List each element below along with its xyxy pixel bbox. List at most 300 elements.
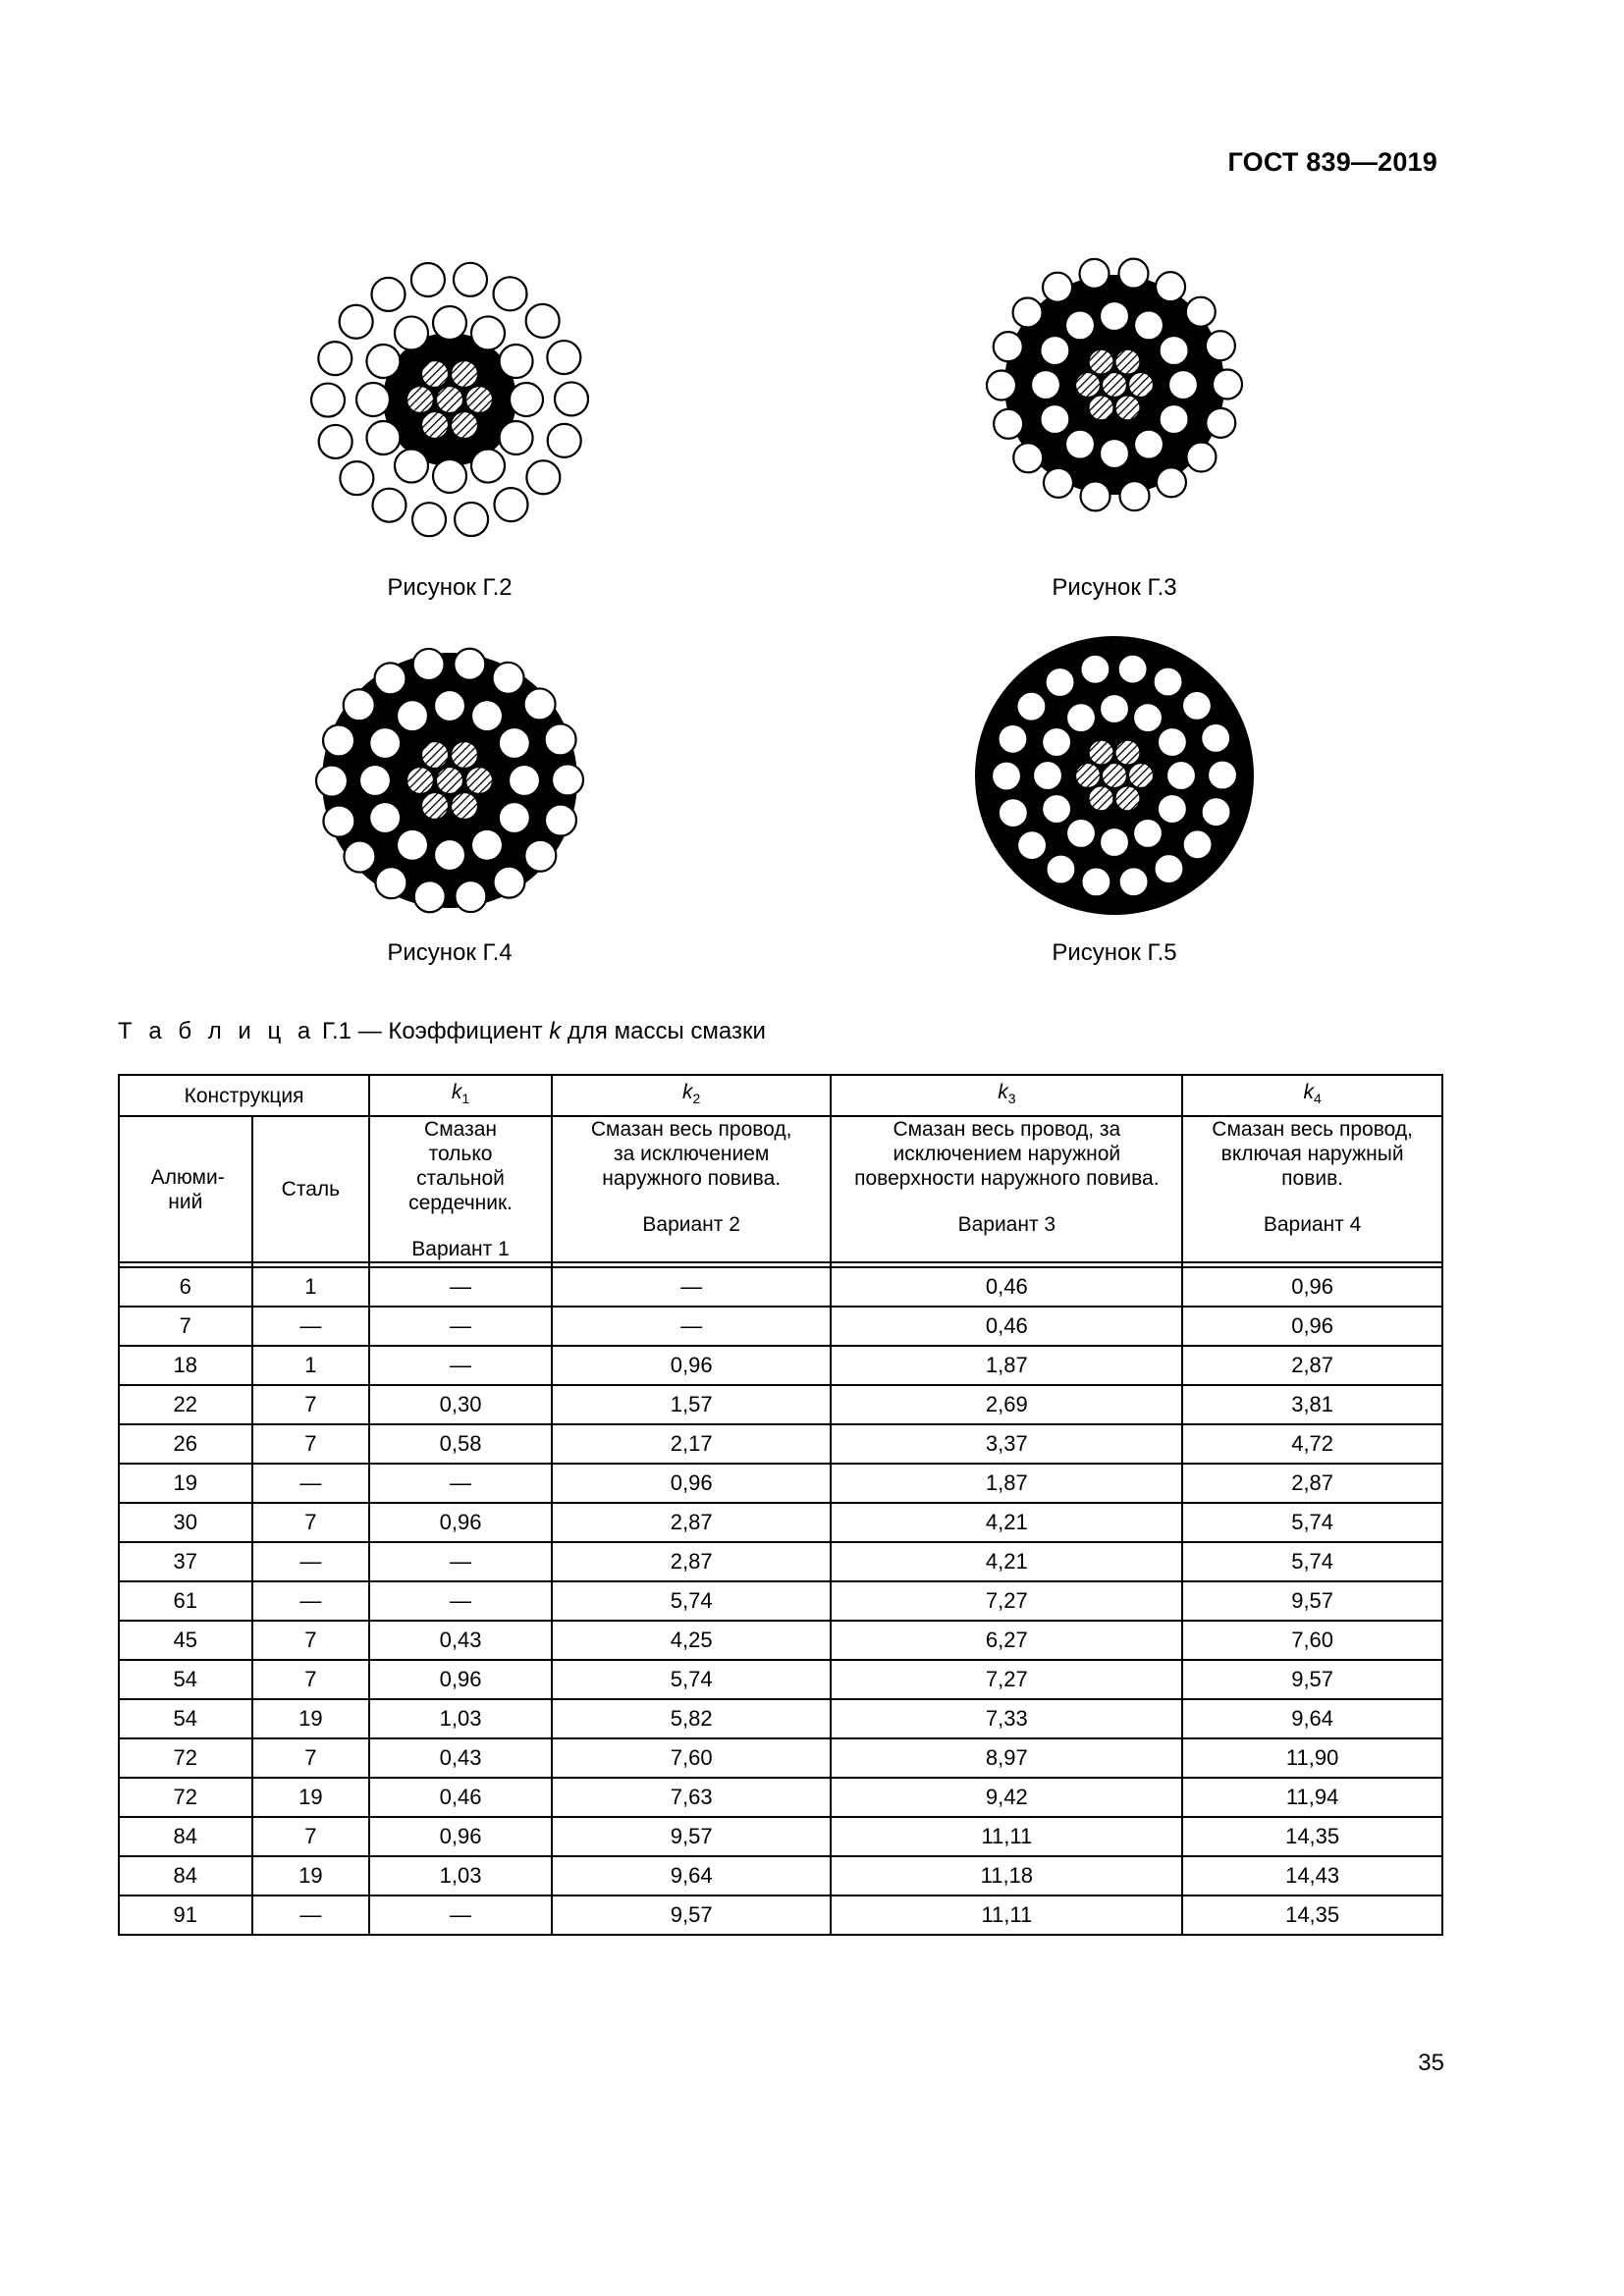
cell-k2: 7,63: [552, 1778, 832, 1817]
cell-steel: 1: [252, 1267, 370, 1307]
aluminum-wire: [1160, 404, 1189, 434]
cell-aluminum: 84: [119, 1817, 252, 1856]
lubricant-coefficient-table: [118, 1074, 1443, 1936]
k-symbol: k: [451, 1080, 462, 1103]
k-symbol: k: [998, 1080, 1008, 1103]
cable-cross-section-g4: [302, 633, 597, 928]
aluminum-wire: [1134, 430, 1164, 459]
k-symbol: k: [1303, 1080, 1314, 1103]
aluminum-wire: [1044, 468, 1073, 498]
aluminum-wire: [1158, 794, 1187, 824]
table-title: [118, 1018, 766, 1045]
cell-aluminum: 22: [119, 1385, 252, 1424]
cell-k4: 9,64: [1182, 1699, 1442, 1738]
aluminum-wire: [1040, 404, 1069, 434]
aluminum-wire: [1042, 794, 1071, 824]
aluminum-wire: [1154, 667, 1183, 696]
cell-k1: —: [369, 1581, 552, 1621]
aluminum-wire: [1080, 655, 1110, 684]
k-subscript: 2: [692, 1091, 701, 1107]
aluminum-wire: [454, 649, 485, 680]
cell-aluminum: 19: [119, 1464, 252, 1503]
table-row: [119, 1621, 1442, 1660]
aluminum-wire: [994, 409, 1023, 439]
aluminum-wire: [369, 727, 401, 759]
col-k3: [831, 1075, 1182, 1116]
variant-1-description: Смазан только стальной сердечник.: [408, 1118, 513, 1214]
table-row: [119, 1896, 1442, 1935]
aluminum-wire: [1201, 723, 1230, 753]
cell-aluminum: 61: [119, 1581, 252, 1621]
aluminum-wire: [471, 316, 505, 349]
steel-wire: [1115, 349, 1141, 375]
cell-k1: 0,96: [369, 1660, 552, 1699]
figure-g2: [293, 242, 607, 557]
steel-wire: [465, 386, 493, 413]
aluminum-wire: [434, 839, 465, 871]
table-title-label: Т а б л и ц а: [118, 1018, 316, 1044]
aluminum-wire: [411, 263, 445, 296]
aluminum-wire: [500, 421, 533, 454]
steel-wire: [451, 411, 478, 439]
cell-aluminum: 54: [119, 1660, 252, 1699]
steel-wire: [451, 741, 478, 769]
cell-k1: 0,58: [369, 1424, 552, 1464]
cell-steel: 7: [252, 1660, 370, 1699]
aluminum-wire: [510, 383, 543, 416]
table-row: [119, 1817, 1442, 1856]
steel-wire: [1075, 372, 1101, 398]
aluminum-wire: [552, 764, 583, 795]
cell-k3: 2,69: [831, 1385, 1182, 1424]
cell-k1: 0,46: [369, 1778, 552, 1817]
variant-4-description: Смазан весь провод, включая наружный повив.: [1212, 1118, 1413, 1190]
aluminum-wire: [1081, 867, 1110, 896]
cell-aluminum: 84: [119, 1856, 252, 1896]
table-header-row: [119, 1075, 1442, 1116]
cell-k1: —: [369, 1346, 552, 1385]
aluminum-wire: [1166, 761, 1196, 790]
aluminum-wire: [1081, 481, 1110, 510]
aluminum-wire: [500, 345, 533, 378]
aluminum-wire: [1118, 259, 1148, 289]
cell-k2: 5,82: [552, 1699, 832, 1738]
cell-k3: 1,87: [831, 1464, 1182, 1503]
table-row: [119, 1503, 1442, 1542]
cable-cross-section-g2: [293, 242, 607, 557]
table-row: [119, 1660, 1442, 1699]
cell-k1: —: [369, 1307, 552, 1346]
aluminum-wire: [318, 342, 352, 375]
aluminum-wire: [1202, 797, 1231, 827]
cell-k1: 1,03: [369, 1699, 552, 1738]
aluminum-wire: [999, 798, 1028, 828]
aluminum-wire: [494, 277, 527, 310]
cell-aluminum: 45: [119, 1621, 252, 1660]
aluminum-wire: [414, 881, 446, 912]
aluminum-wire: [323, 724, 354, 756]
aluminum-wire: [344, 689, 375, 721]
table-body: [119, 1267, 1442, 1935]
table-title-k: k: [549, 1018, 562, 1044]
cell-k1: 0,96: [369, 1817, 552, 1856]
steel-wire: [451, 360, 478, 388]
cell-k2: 4,25: [552, 1621, 832, 1660]
figure-g2-caption: Рисунок Г.2: [387, 574, 513, 601]
aluminum-wire: [455, 503, 488, 536]
aluminum-wire: [433, 306, 466, 340]
cell-k2: 7,60: [552, 1738, 832, 1778]
cell-k3: 11,18: [831, 1856, 1182, 1896]
aluminum-wire: [555, 382, 588, 415]
cell-k4: 14,43: [1182, 1856, 1442, 1896]
aluminum-wire: [397, 700, 428, 731]
table-row: [119, 1464, 1442, 1503]
cell-k4: 9,57: [1182, 1660, 1442, 1699]
variant-4-cell: [1182, 1116, 1442, 1262]
steel-wire: [1115, 740, 1141, 766]
aluminum-wire: [1013, 297, 1043, 327]
steel-wire: [436, 386, 463, 413]
variant-3-label: Вариант 3: [957, 1213, 1056, 1236]
aluminum-wire: [545, 805, 576, 836]
cell-k4: 4,72: [1182, 1424, 1442, 1464]
aluminum-wire: [1157, 467, 1186, 497]
page-number: 35: [1418, 2050, 1444, 2076]
aluminum-wire: [356, 383, 390, 416]
cell-steel: 7: [252, 1817, 370, 1856]
aluminum-wire: [375, 867, 406, 898]
table-title-rest: для массы смазки: [567, 1018, 766, 1044]
aluminum-wire: [340, 461, 373, 495]
aluminum-wire: [366, 421, 400, 454]
aluminum-wire: [1066, 703, 1096, 732]
cell-k4: 7,60: [1182, 1621, 1442, 1660]
aluminum-wire: [526, 304, 560, 338]
aluminum-wire: [319, 425, 352, 458]
aluminum-wire: [395, 316, 428, 349]
aluminum-wire: [1160, 336, 1189, 365]
cell-k3: 0,46: [831, 1307, 1182, 1346]
variant-1-cell: [369, 1116, 552, 1262]
cell-aluminum: 91: [119, 1896, 252, 1935]
aluminum-wire: [1133, 703, 1163, 732]
cell-steel: 19: [252, 1699, 370, 1738]
col-k2: [552, 1075, 832, 1116]
cell-aluminum: 54: [119, 1699, 252, 1738]
aluminum-wire: [340, 305, 373, 339]
cell-k2: 1,57: [552, 1385, 832, 1424]
col-aluminum-label: Алюми-ний: [150, 1165, 225, 1213]
cell-k1: 0,96: [369, 1503, 552, 1542]
cell-k1: 1,03: [369, 1856, 552, 1896]
aluminum-wire: [1033, 761, 1062, 790]
cell-aluminum: 26: [119, 1424, 252, 1464]
cell-steel: —: [252, 1896, 370, 1935]
cell-k3: 11,11: [831, 1817, 1182, 1856]
cell-k4: 2,87: [1182, 1464, 1442, 1503]
aluminum-wire: [994, 332, 1023, 361]
cell-steel: 7: [252, 1738, 370, 1778]
aluminum-wire: [1154, 854, 1183, 883]
cell-k3: 1,87: [831, 1346, 1182, 1385]
steel-wire: [1102, 372, 1127, 398]
cell-k4: 0,96: [1182, 1267, 1442, 1307]
table-row: [119, 1581, 1442, 1621]
aluminum-wire: [471, 450, 505, 483]
aluminum-wire: [1040, 336, 1069, 365]
cell-steel: 19: [252, 1778, 370, 1817]
aluminum-wire: [1080, 259, 1110, 289]
aluminum-wire: [526, 460, 560, 494]
steel-wire: [1089, 785, 1114, 811]
table-description-row: [119, 1116, 1442, 1262]
aluminum-wire: [992, 762, 1021, 791]
variant-3-description: Смазан весь провод, за исключением наружной поверхности наружного повива.: [854, 1118, 1160, 1190]
aluminum-wire: [1182, 691, 1212, 721]
cell-k4: 14,35: [1182, 1896, 1442, 1935]
table-row: [119, 1346, 1442, 1385]
aluminum-wire: [547, 341, 580, 374]
aluminum-wire: [1016, 692, 1046, 721]
figure-g3: [972, 242, 1257, 527]
cell-k2: 5,74: [552, 1660, 832, 1699]
cell-aluminum: 6: [119, 1267, 252, 1307]
cell-k3: 0,46: [831, 1267, 1182, 1307]
table-row: [119, 1699, 1442, 1738]
aluminum-wire: [1046, 855, 1075, 884]
aluminum-wire: [499, 727, 530, 759]
aluminum-wire: [548, 424, 581, 457]
aluminum-wire: [1100, 439, 1129, 468]
cell-k3: 3,37: [831, 1424, 1182, 1464]
cell-steel: 19: [252, 1856, 370, 1896]
aluminum-wire: [1031, 370, 1060, 400]
aluminum-wire: [316, 766, 348, 797]
cell-steel: 7: [252, 1385, 370, 1424]
steel-wire: [1089, 395, 1114, 420]
steel-wire: [406, 386, 434, 413]
aluminum-wire: [323, 806, 354, 837]
aluminum-wire: [1118, 655, 1148, 684]
aluminum-wire: [545, 723, 576, 755]
aluminum-wire: [524, 688, 556, 720]
cell-k2: 9,57: [552, 1817, 832, 1856]
cell-k1: —: [369, 1464, 552, 1503]
cell-steel: —: [252, 1581, 370, 1621]
cell-k1: —: [369, 1267, 552, 1307]
table-title-number: Г.1 — Коэффициент: [321, 1018, 543, 1044]
cell-k4: 5,74: [1182, 1542, 1442, 1581]
aluminum-wire: [369, 802, 401, 833]
aluminum-wire: [471, 700, 503, 731]
aluminum-wire: [1186, 443, 1216, 472]
aluminum-wire: [998, 724, 1027, 754]
col-k4: [1182, 1075, 1442, 1116]
aluminum-wire: [1208, 761, 1237, 790]
aluminum-wire: [1206, 331, 1235, 360]
cell-steel: 7: [252, 1503, 370, 1542]
aluminum-wire: [471, 829, 503, 861]
aluminum-wire: [987, 371, 1016, 400]
aluminum-wire: [1100, 301, 1129, 331]
steel-wire: [1128, 372, 1154, 398]
cell-k1: 0,43: [369, 1738, 552, 1778]
steel-wire: [451, 792, 478, 820]
k-symbol: k: [682, 1080, 693, 1103]
aluminum-wire: [493, 663, 524, 694]
cell-k4: 0,96: [1182, 1307, 1442, 1346]
aluminum-wire: [1186, 297, 1216, 327]
steel-wire: [1115, 395, 1141, 420]
cell-k1: —: [369, 1542, 552, 1581]
aluminum-wire: [359, 765, 391, 796]
cell-aluminum: 7: [119, 1307, 252, 1346]
aluminum-wire: [1168, 370, 1198, 400]
figure-g5: [972, 633, 1257, 918]
cell-k3: 9,42: [831, 1778, 1182, 1817]
aluminum-wire: [1156, 272, 1185, 301]
aluminum-wire: [1017, 830, 1047, 860]
cell-k2: 0,96: [552, 1346, 832, 1385]
cell-aluminum: 37: [119, 1542, 252, 1581]
aluminum-wire: [372, 489, 406, 522]
aluminum-wire: [372, 278, 406, 311]
aluminum-wire: [1043, 273, 1072, 302]
aluminum-wire: [375, 663, 406, 694]
aluminum-wire: [455, 881, 486, 912]
steel-wire: [1089, 740, 1114, 766]
cell-k2: 9,64: [552, 1856, 832, 1896]
cell-k3: 7,33: [831, 1699, 1182, 1738]
cell-k2: 5,74: [552, 1581, 832, 1621]
cell-k3: 11,11: [831, 1896, 1182, 1935]
cell-steel: —: [252, 1542, 370, 1581]
aluminum-wire: [1134, 310, 1164, 340]
table-row: [119, 1856, 1442, 1896]
aluminum-wire: [1100, 828, 1129, 857]
col-construction: Конструкция: [119, 1075, 369, 1116]
cell-k2: 2,17: [552, 1424, 832, 1464]
aluminum-wire: [1133, 819, 1163, 848]
figure-g4: [302, 633, 597, 928]
aluminum-wire: [1065, 310, 1095, 340]
aluminum-wire: [1013, 443, 1043, 472]
aluminum-wire: [395, 450, 428, 483]
cell-k2: —: [552, 1267, 832, 1307]
k-subscript: 1: [461, 1091, 470, 1107]
document-id: ГОСТ 839—2019: [1227, 147, 1437, 177]
cell-steel: —: [252, 1464, 370, 1503]
cell-steel: 1: [252, 1346, 370, 1385]
table-row: [119, 1778, 1442, 1817]
variant-2-cell: [552, 1116, 832, 1262]
cell-steel: 7: [252, 1424, 370, 1464]
steel-wire: [465, 767, 493, 794]
cell-k2: 2,87: [552, 1503, 832, 1542]
aluminum-wire: [1183, 829, 1213, 859]
cell-k1: 0,43: [369, 1621, 552, 1660]
aluminum-wire: [412, 503, 446, 536]
aluminum-wire: [1206, 408, 1235, 438]
aluminum-wire: [499, 802, 530, 833]
col-aluminum: [119, 1116, 252, 1262]
figure-g3-caption: Рисунок Г.3: [1052, 574, 1177, 601]
cell-k1: 0,30: [369, 1385, 552, 1424]
variant-2-description: Смазан весь провод, за исключением наружного повива.: [590, 1118, 792, 1190]
aluminum-wire: [509, 765, 540, 796]
cell-k3: 8,97: [831, 1738, 1182, 1778]
aluminum-wire: [1046, 667, 1075, 697]
aluminum-wire: [397, 829, 428, 861]
table-row: [119, 1738, 1442, 1778]
steel-wire: [1089, 349, 1114, 375]
aluminum-wire: [494, 488, 527, 521]
steel-wire: [421, 792, 449, 820]
aluminum-wire: [344, 841, 375, 873]
cell-k3: 4,21: [831, 1503, 1182, 1542]
steel-wire: [421, 411, 449, 439]
figure-g4-caption: Рисунок Г.4: [387, 939, 513, 966]
aluminum-wire: [1158, 727, 1187, 757]
variant-3-cell: [831, 1116, 1182, 1262]
cell-k4: 2,87: [1182, 1346, 1442, 1385]
cell-k4: 5,74: [1182, 1503, 1442, 1542]
cell-k3: 7,27: [831, 1581, 1182, 1621]
cell-k3: 6,27: [831, 1621, 1182, 1660]
cell-k2: 0,96: [552, 1464, 832, 1503]
k-subscript: 4: [1313, 1091, 1322, 1107]
cable-cross-section-g3: [972, 242, 1257, 527]
cell-k2: 9,57: [552, 1896, 832, 1935]
aluminum-wire: [311, 384, 345, 417]
table-row: [119, 1385, 1442, 1424]
variant-4-label: Вариант 4: [1263, 1213, 1362, 1236]
cell-aluminum: 18: [119, 1346, 252, 1385]
aluminum-wire: [524, 840, 556, 872]
cable-cross-section-g5: [972, 633, 1257, 918]
col-steel: Сталь: [252, 1116, 370, 1262]
table-row: [119, 1307, 1442, 1346]
cell-aluminum: 72: [119, 1738, 252, 1778]
aluminum-wire: [366, 345, 400, 378]
cell-k4: 11,94: [1182, 1778, 1442, 1817]
cell-k2: —: [552, 1307, 832, 1346]
aluminum-wire: [413, 649, 445, 680]
aluminum-wire: [1066, 819, 1096, 848]
cell-k3: 4,21: [831, 1542, 1182, 1581]
cell-k2: 2,87: [552, 1542, 832, 1581]
cell-k1: —: [369, 1896, 552, 1935]
aluminum-wire: [1119, 867, 1149, 896]
table-row: [119, 1542, 1442, 1581]
aluminum-wire: [434, 690, 465, 721]
cell-k4: 9,57: [1182, 1581, 1442, 1621]
steel-wire: [436, 767, 463, 794]
steel-wire: [421, 741, 449, 769]
cell-k4: 3,81: [1182, 1385, 1442, 1424]
steel-wire: [406, 767, 434, 794]
cell-aluminum: 30: [119, 1503, 252, 1542]
steel-wire: [421, 360, 449, 388]
cell-k4: 11,90: [1182, 1738, 1442, 1778]
table-row: [119, 1424, 1442, 1464]
variant-2-label: Вариант 2: [642, 1213, 740, 1236]
aluminum-wire: [454, 263, 487, 296]
aluminum-wire: [1213, 369, 1242, 399]
cell-aluminum: 72: [119, 1778, 252, 1817]
k-subscript: 3: [1007, 1091, 1016, 1107]
